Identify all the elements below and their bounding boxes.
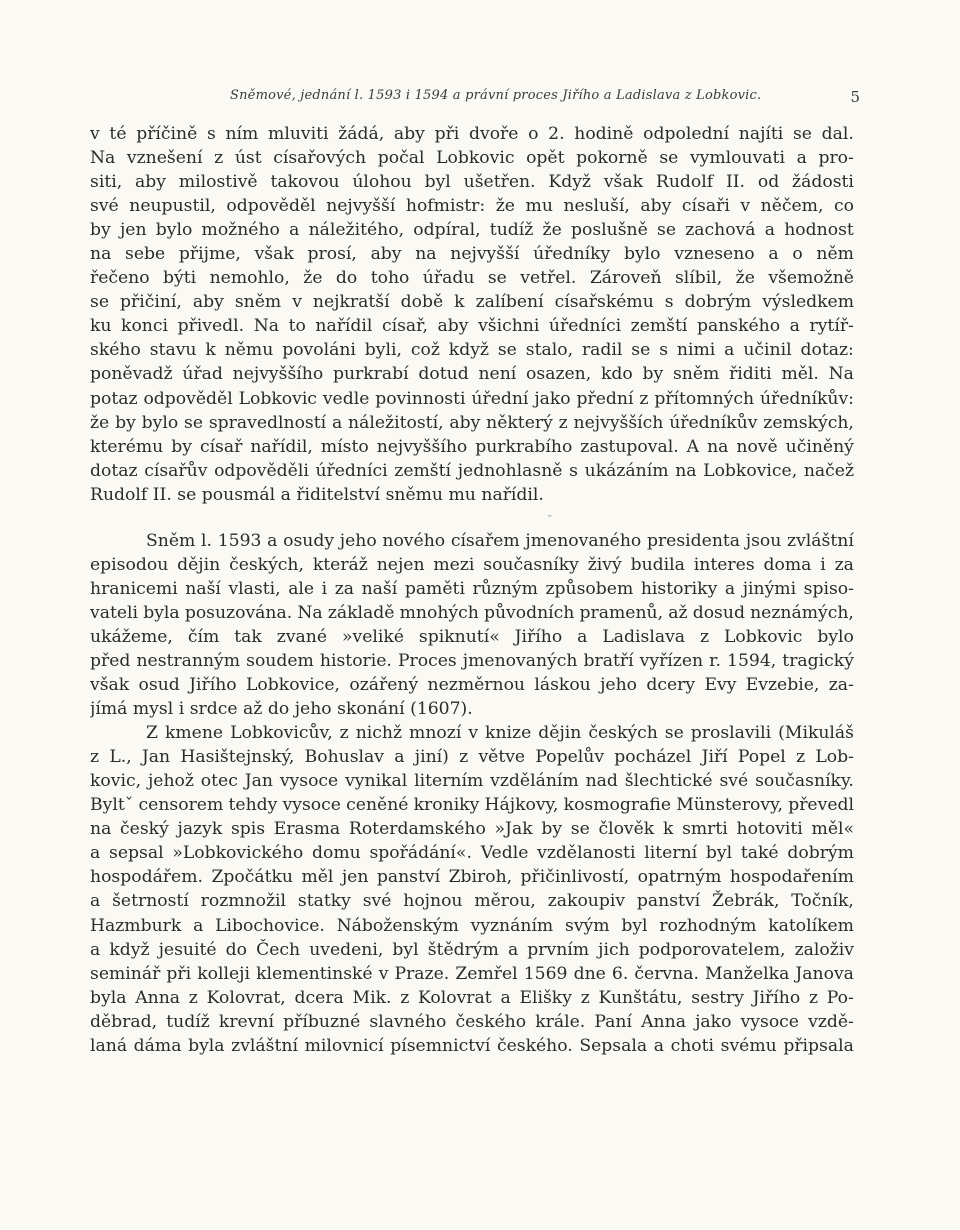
text-line: kovic, jehož otec Jan vysoce vynikal literním vzděláním nad šlechtické své současníky.	[90, 771, 854, 792]
text-line: hranicemi naší vlasti, ale i za naší paměti různým způsobem historiky a jinými spiso-	[90, 578, 854, 599]
text-line: dotaz císařův odpověděli úředníci zemští jednohlasně s ukázáním na Lobkovice, načež	[90, 460, 854, 481]
text-line: před nestranným soudem historie. Proces jmenovaných bratří vyřízen r. 1594, tragický	[90, 650, 854, 671]
text-line: Byltˇ censorem tehdy vysoce ceněné kroniky Hájkovy, kosmografie Münsterovy, převedl	[90, 795, 854, 816]
text-line: a šetrností rozmnožil statky své hojnou měrou, zakoupiv panství Žebrák, Točník,	[90, 891, 854, 912]
text-line: na sebe přijme, však prosí, aby na nejvyšší úředníky bylo vzneseno a o něm	[90, 244, 854, 265]
text-line: hospodářem. Zpočátku měl jen panství Zbiroh, přičinlivostí, opatrným hospodařením	[90, 867, 854, 888]
text-line: Hazmburk a Libochovice. Náboženským vyznáním svým byl rozhodným katolíkem	[90, 915, 854, 936]
paragraph	[90, 529, 854, 721]
text-line: Z kmene Lobkovicův, z nichž mnozí v knize dějin českých se proslavili (Mikuláš	[146, 723, 854, 744]
running-title: Sněmové, jednání l. 1593 i 1594 a právní proces Jiřího a Ladislava z Lobkovic.	[230, 88, 762, 103]
text-line: vateli byla posuzována. Na základě mnohých původních pramenů, až dosud neznámých,	[90, 602, 854, 623]
text-line: děbrad, tudíž krevní příbuzné slavného českého krále. Paní Anna jako vysoce vzdě-	[90, 1011, 854, 1032]
paragraph	[90, 721, 854, 1058]
text-line: však osud Jiřího Lobkovice, ozářený nezměrnou láskou jeho dcery Evy Evzebie, za-	[90, 675, 854, 696]
text-line: episodou dějin českých, kteráž nejen mezi současníky živý budila interes doma i za	[90, 554, 854, 575]
text-line: a když jesuité do Čech uvedeni, byl štědrým a prvním jich podporovatelem, založiv	[90, 939, 854, 960]
text-line: se přičiní, aby sněm v nejkratší době k zalíbení císařskému s dobrým výsledkem	[90, 292, 854, 313]
text-line: že by bylo se spravedlností a náležitostí, aby některý z nejvyšších úředníkův zemských,	[90, 412, 854, 433]
text-line: Rudolf II. se pousmál a řiditelství sněmu mu nařídil.	[90, 484, 544, 505]
text-line: Sněm l. 1593 a osudy jeho nového císařem jmenovaného presidenta jsou zvláštní	[146, 530, 854, 551]
body-text	[90, 122, 854, 1058]
paragraph	[90, 122, 854, 507]
text-line: seminář při kolleji klementinské v Praze. Zemřel 1569 dne 6. června. Manželka Janova	[90, 963, 854, 984]
text-line: Na vznešení z úst císařových počal Lobkovic opět pokorně se vymlouvati a pro-	[90, 148, 854, 169]
text-line: byla Anna z Kolovrat, dcera Mik. z Kolovrat a Elišky z Kunštátu, sestry Jiřího z Po-	[90, 987, 854, 1008]
text-line: ukážeme, čím tak zvané »veliké spiknutí« Jiřího a Ladislava z Lobkovic bylo	[90, 626, 854, 647]
text-line: ského stavu k němu povoláni byli, což když se stalo, radil se s nimi a učinil dotaz:	[90, 340, 854, 361]
text-line: v té příčině s ním mluviti žádá, aby při dvoře o 2. hodině odpolední najíti se dal.	[90, 124, 854, 144]
page-number: 5	[850, 88, 860, 106]
text-line: řečeno býti nemohlo, že do toho úřadu se vetřel. Zároveň slíbil, že všemožně	[90, 268, 854, 289]
text-line: poněvadž úřad nejvyššího purkrabí dotud není osazen, kdo by sněm řiditi měl. Na	[90, 364, 854, 385]
paragraph-separator	[90, 507, 854, 529]
text-line: jímá mysl i srdce až do jeho skonání (1607).	[90, 699, 473, 720]
text-line: z L., Jan Hasištejnský, Bohuslav a jiní) z větve Popelův pocházel Jiří Popel z Lob-	[90, 747, 854, 768]
text-line: siti, aby milostivě takovou úlohou byl ušetřen. Když však Rudolf II. od žádosti	[90, 172, 854, 193]
text-line: své neupustil, odpověděl nejvyšší hofmistr: že mu nesluší, aby císaři v něčem, co	[90, 196, 854, 217]
text-line: potaz odpověděl Lobkovic vedle povinnosti úřední jako přední z přítomných úředníkův:	[90, 388, 854, 409]
text-line: a sepsal »Lobkovického domu spořádání«. Vedle vzdělanosti literní byl také dobrým	[90, 843, 854, 864]
text-line: by jen bylo možného a náležitého, odpíral, tudíž že poslušně se zachová a hodnost	[90, 220, 854, 241]
text-line: ku konci přivedl. Na to nařídil císař, aby všichni úředníci zemští panského a rytíř-	[90, 316, 854, 337]
text-line: kterému by císař nařídil, místo nejvyššího purkrabího zastupoval. A na nově učiněný	[90, 436, 854, 457]
text-line: laná dáma byla zvláštní milovnicí písemnictví českého. Sepsala a choti svému připsala	[90, 1035, 854, 1056]
separator-mark: ˘	[547, 513, 553, 527]
text-line: na český jazyk spis Erasma Roterdamského »Jak by se člověk k smrti hotoviti měl«	[90, 819, 854, 840]
